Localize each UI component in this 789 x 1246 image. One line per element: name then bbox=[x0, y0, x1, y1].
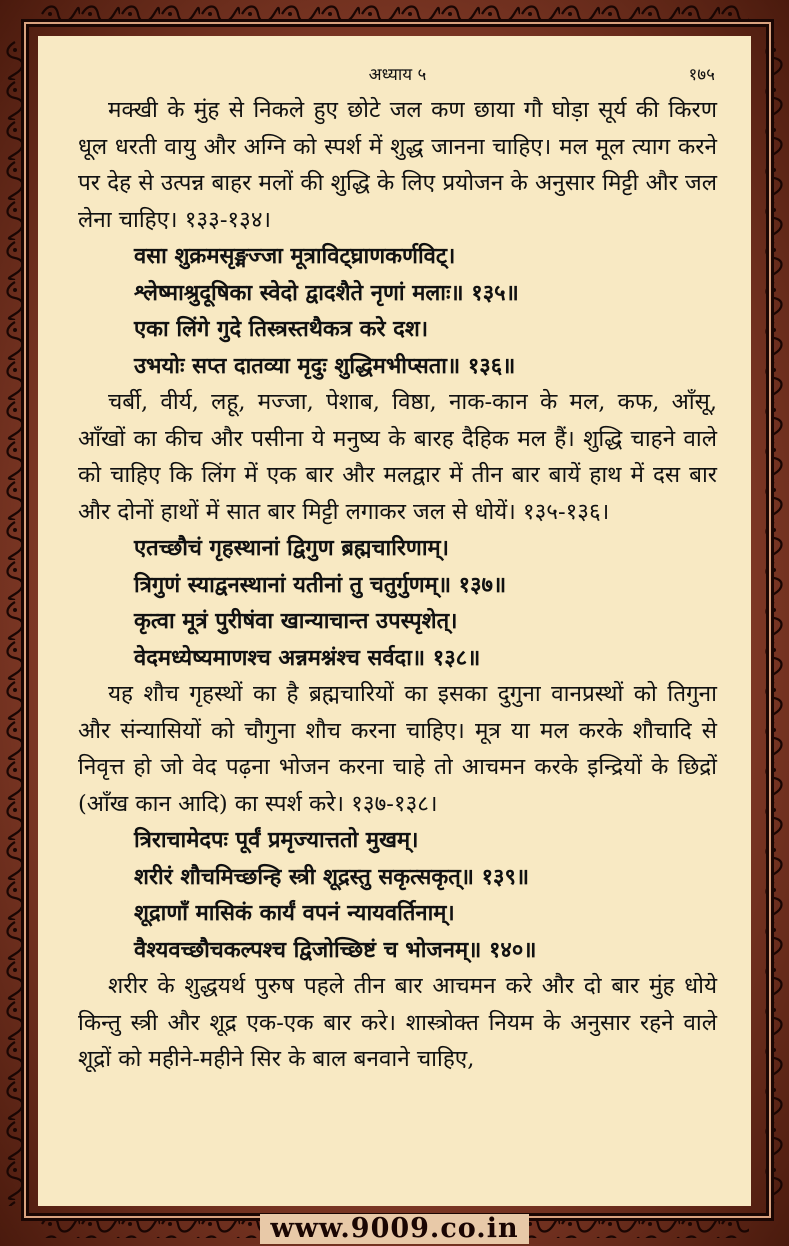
footer-strip bbox=[0, 1212, 789, 1246]
page-number: १७५ bbox=[688, 65, 715, 85]
chapter-heading: अध्याय ५ bbox=[368, 65, 427, 85]
book-page bbox=[38, 36, 751, 1206]
verse-line: वसा शुक्रमसृङ्मज्जा मूत्राविट्घ्राणकर्णविट्। bbox=[134, 243, 456, 269]
website-url[interactable]: www.9009.co.in bbox=[260, 1214, 528, 1244]
running-header bbox=[78, 58, 717, 92]
verse-line: त्रिराचामेदपः पूर्वं प्रमृज्यात्ततो मुखम्। bbox=[134, 827, 419, 853]
verse-line: एतच्छौचं गृहस्थानां द्विगुण ब्रह्मचारिणाम्। bbox=[134, 535, 450, 561]
paragraph-1: मक्खी के मुंह से निकले हुए छोटे जल कण छाया गौ घोड़ा सूर्य की किरण धूल धरती वायु और अग्नि को स्पर्श में शुद्ध जानना चाहिए। मल मूल त्याग करने पर देह से उत्पन्न बाहर मलों की शुद्धि के लिए प्रयोजन के अनुसार मिट्टी और जल लेना चाहिए। १३३-१३४। bbox=[78, 97, 717, 233]
verse-block-3 bbox=[78, 822, 717, 968]
paragraph-2: चर्बी, वीर्य, लहू, मज्जा, पेशाब, विष्ठा, नाक-कान के मल, कफ, आँसू, आँखों का कीच और पसीना ये मनुष्य के बारह दैहिक मल हैं। शुद्धि चाहने वाले को चाहिए कि लिंग में एक बार और मलद्वार में तीन बार बायें हाथ में दस बार और दोनों हाथों में सात बार मिट्टी लगाकर जल से धोयें। १३५-१३६। bbox=[78, 389, 717, 525]
paragraph-3: यह शौच गृहस्थों का है ब्रह्मचारियों का इसका दुगुना वानप्रस्थों को तिगुना और संन्यासियों को चौगुना शौच करना चाहिए। मूत्र या मल करके शौचादि से निवृत्त हो जो वेद पढ़ना भोजन करना चाहे तो आचमन करके इन्द्रियों के छिद्रों (आँख कान आदि) का स्पर्श करे। १३७-१३८। bbox=[78, 681, 717, 817]
verse-line: शूद्राणाँ मासिकं कार्यं वपनं न्यायवर्तिनाम्। bbox=[134, 900, 455, 926]
paragraph-4: शरीर के शुद्धयर्थ पुरुष पहले तीन बार आचमन करे और दो बार मुंह धोये किन्तु स्त्री और शूद्र एक-एक बार करे। शास्त्रोक्त नियम के अनुसार रहने वाले शूद्रों को महीने-महीने सिर के बाल बनवाने चाहिए, bbox=[78, 973, 717, 1072]
ornament-border-top bbox=[40, 4, 749, 24]
verse-line: कृत्वा मूत्रं पुरीषंवा खान्याचान्त उपस्पृशेत्। bbox=[134, 608, 458, 634]
verse-line: वैश्यवच्छौचकल्पश्च द्विजोच्छिष्टं च भोजनम्॥ १४०॥ bbox=[134, 936, 537, 963]
verse-block-1 bbox=[78, 238, 717, 384]
verse-line: वेदमध्येष्यमाणश्च अन्नमश्नंश्च सर्वदा॥ १३८॥ bbox=[134, 644, 481, 671]
ornament-border-left bbox=[5, 40, 25, 1206]
verse-block-2 bbox=[78, 530, 717, 676]
verse-line: शरीरं शौचमिच्छन्हि स्त्री शूद्रस्तु सकृत्सकृत्॥ १३९॥ bbox=[134, 863, 530, 890]
verse-line: त्रिगुणं स्याद्वनस्थानां यतीनां तु चतुर्गुणम्॥ १३७॥ bbox=[134, 571, 507, 598]
verse-line: एका लिंगे गुदे तिस्त्रस्तथैकत्र करे दश। bbox=[134, 316, 429, 342]
verse-line: श्लेष्माश्रुदूषिका स्वेदो द्वादशैते नृणां मलाः॥ १३५॥ bbox=[134, 279, 519, 306]
verse-line: उभयोः सप्त दातव्या मृदुः शुद्धिमभीप्सता॥ १३६॥ bbox=[134, 352, 516, 379]
